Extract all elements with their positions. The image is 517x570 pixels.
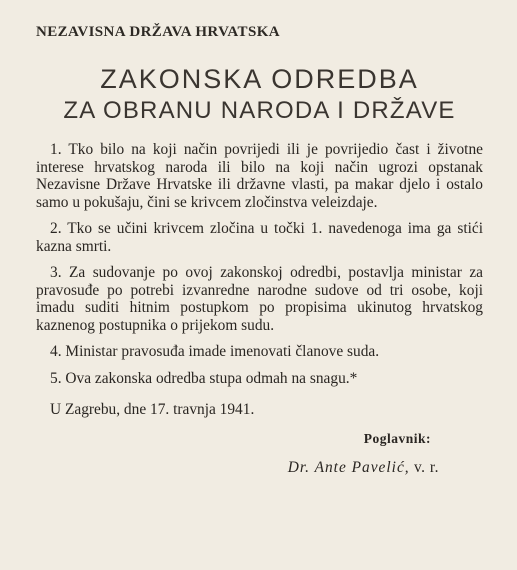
article-2: 2. Tko se učini krivcem zločina u točki 1. navedenoga ima ga stići kazna smrti.: [36, 220, 483, 255]
signatory-role: Poglavnik:: [363, 431, 431, 446]
signatory-line: [36, 459, 439, 477]
signature-suffix: v. r.: [413, 459, 439, 476]
article-5: 5. Ova zakonska odredba stupa odmah na snagu.*: [50, 369, 358, 387]
signatory-name: Dr. Ante Pavelić,: [287, 459, 410, 476]
document-subtitle: ZA OBRANU NARODA I DRŽAVE: [63, 97, 456, 124]
articles-list: [36, 141, 483, 387]
place-date: U Zagrebu, dne 17. travnja 1941.: [50, 401, 255, 418]
article-4: 4. Ministar pravosuđa imade imenovati članove suda.: [50, 343, 380, 360]
state-header: NEZAVISNA DRŽAVA HRVATSKA: [36, 24, 281, 40]
title-block: [36, 63, 483, 127]
article-3: 3. Za sudovanje po ovoj zakonskoj odredbi, postavlja ministar za pravosuđe po potrebi izvanredne narodne sudove od tri osobe, koji imadu suditi hitnim postupkom po propisima ukinutog hrvatskog kaznenog postupnika o prijekom sudu.: [36, 264, 483, 334]
article-1: 1. Tko bilo na koji način povrijedi ili je povrijedio čast i životne interese hrvatskog naroda ili bilo na koji način ugrozi opstanak Nezavisne Države Hrvatske ili državne vlasti, pa makar djelo i ostalo samo u pokušaju, čini se krivcem zločinstva veleizdaje.: [36, 141, 483, 211]
document-title: ZAKONSKA ODREDBA: [100, 64, 419, 94]
signature-block: [36, 431, 483, 477]
